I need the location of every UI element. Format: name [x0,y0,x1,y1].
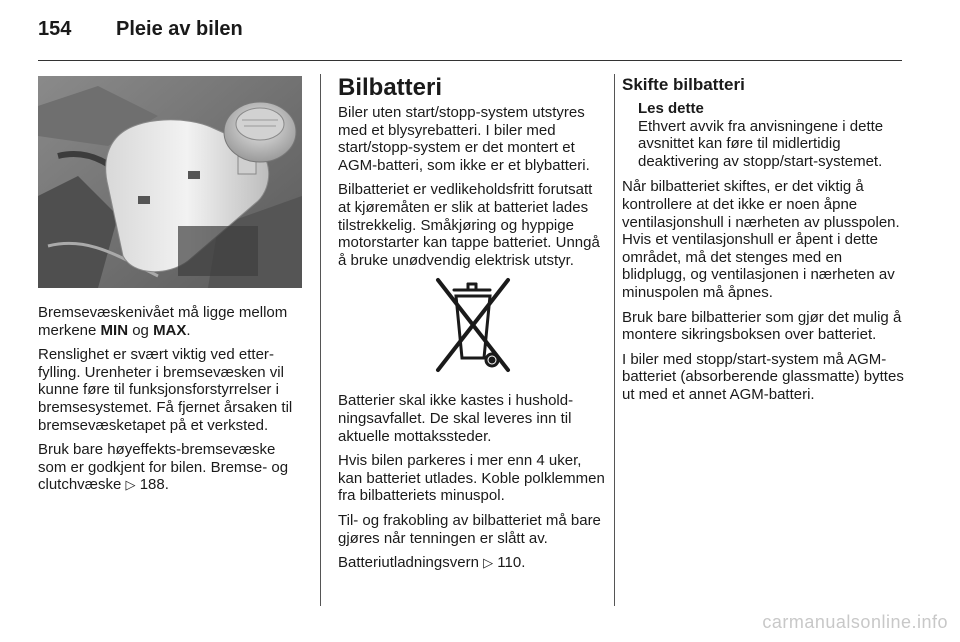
column-2 [338,74,606,579]
watermark: carmanualsonline.info [762,612,948,632]
column-1 [38,74,306,501]
header-divider [38,60,902,61]
note-heading: Les dette [638,100,704,117]
battery-type-paragraph: Biler uten start/stopp-system utstyres med et blysyrebatteri. I biler med start/stopp-system er det montert et AGM-batteri, som ikke er et blybatteri. [338,104,590,174]
ignition-paragraph: Til- og frakobling av bilbatteriet må bare gjøres når tenningen er slått av. [338,511,601,547]
max-mark: MAX [153,321,187,339]
brake-fluid-type-paragraph: Bruk bare høyeffekts-bremsevæske som er godkjent for bilen. Bremse- og clutchvæske ▷ 188. [38,441,289,494]
subsection-title: Skifte bilbatteri [622,75,745,94]
page-reference-link[interactable]: 188 [139,476,165,494]
cleanliness-paragraph: Renslighet er svært viktig ved etterfylling. Urenheter i bremsevæsken vil kunne føre til funksjonsforstyrrelser i bremsesystemet. Få fjernet årsaken til bremsevæsketapet på et verksted. [38,346,293,434]
maintenance-paragraph: Bilbatteriet er vedlikeholdsfritt forutsatt at kjøremåten er slik at batteriet lades tilstrekkelig. Småkjøring og hyppige motorstarter kan tappe batteriet. Unngå å bruke unødvendig elektrisk utstyr. [338,181,600,269]
parking-paragraph: Hvis bilen parkeres i mer enn 4 uker, kan batteriet utlades. Koble polklemmen fra bilbatteriets minuspol. [338,452,605,505]
ventilation-paragraph: Når bilbatteriet skiftes, er det viktig å kontrollere at det ikke er noen åpne ventilasjonshull i nærheten av plusspolen. Hvis et ventilasjonshull er åpent i dette området, må det stenges med en blidplugg, og ventilasjonen i nærheten av minuspolen må åpnes. [622,178,900,301]
page-header [38,18,902,48]
crossed-out-wheelie-bin-icon [430,276,514,374]
column-divider-1 [320,74,321,606]
agm-paragraph: I biler med stopp/start-system må AGM-batteriet (absorberende glassmatte) byttes ut med et annet AGM-batteri. [622,350,904,403]
reference-arrow-icon: ▷ [483,555,494,571]
fusebox-paragraph: Bruk bare bilbatterier som gjør det mulig å montere sikringsboksen over batteriet. [622,308,902,344]
min-mark: MIN [100,321,129,339]
section-title: Bilbatteri [338,74,443,101]
disposal-paragraph: Batterier skal ikke kastes i husholdningsavfallet. De skal leveres inn til aktuelle mottakssteder. [338,392,574,445]
brake-level-paragraph: Bremsevæskenivået må ligge mellom merkene MIN og MAX. [38,304,288,339]
column-3 [622,74,904,411]
disposal-symbol [338,276,606,374]
note-box [638,100,904,170]
note-body: Ethvert avvik fra anvisningene i dette avsnittet kan føre til midlertidig deaktivering av stopp/start-systemet. [638,117,884,170]
reference-arrow-icon: ▷ [125,477,136,493]
page-number: 154 [38,18,72,40]
discharge-protection-paragraph: Batteriutladningsvern ▷ 110. [338,554,526,572]
page-reference-link[interactable]: 110 [497,554,522,572]
chapter-title: Pleie av bilen [116,18,243,40]
brake-fluid-reservoir-photo [38,76,302,288]
column-divider-2 [614,74,615,606]
